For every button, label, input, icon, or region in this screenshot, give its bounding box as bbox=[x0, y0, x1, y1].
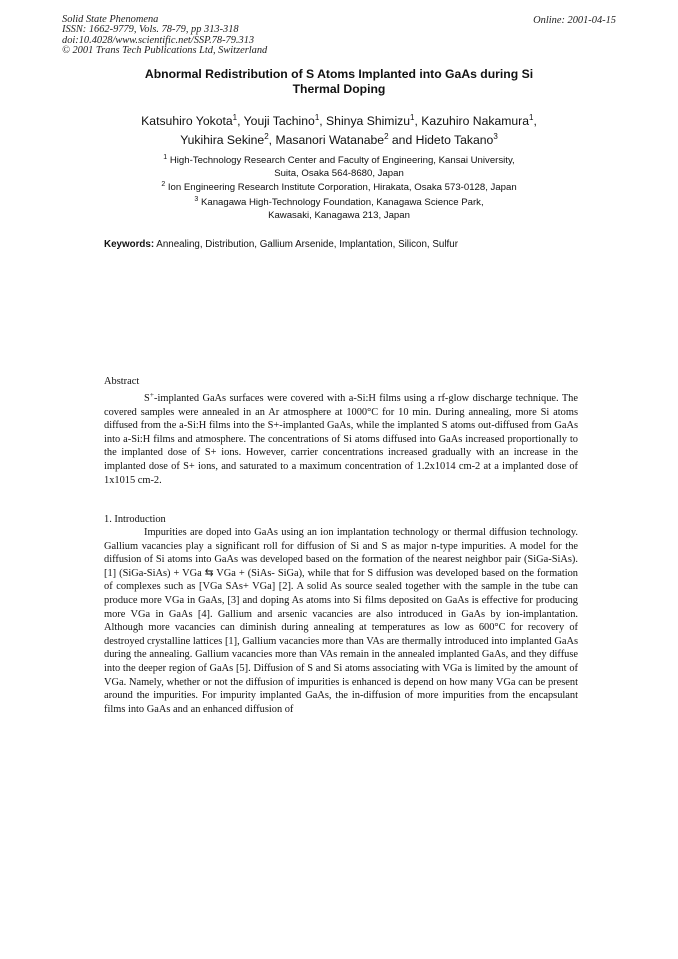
online-date: Online: 2001-04-15 bbox=[533, 15, 616, 26]
affiliation-number: 1 bbox=[163, 154, 168, 161]
introduction-heading: 1. Introduction bbox=[104, 514, 166, 525]
abstract-heading: Abstract bbox=[104, 376, 140, 387]
author-name: Kazuhiro Nakamura bbox=[421, 114, 529, 129]
author-name: Yukihira Sekine bbox=[180, 133, 265, 148]
affiliation-1 bbox=[90, 152, 588, 180]
author-name: Masanori Watanabe bbox=[275, 133, 385, 148]
affiliation-marker: 1 bbox=[410, 113, 415, 122]
abstract-text bbox=[104, 388, 578, 487]
affiliation-marker: 1 bbox=[529, 113, 534, 122]
paper-title bbox=[100, 67, 578, 97]
affiliation-marker: 1 bbox=[232, 113, 238, 122]
author-line-1: Katsuhiro Yokota$^1$, Youji Tachino$^1$, Shinya Shimizu$^1$, Kazuhiro Nakamura$^1$, bbox=[141, 113, 537, 129]
abstract-lead-sup: + bbox=[149, 390, 155, 399]
affiliation-marker: 3 bbox=[493, 132, 498, 142]
title-line-2: Thermal Doping bbox=[292, 82, 386, 96]
author-line-2: Yukihira Sekine$^2$, Masanori Watanabe$^2$ and Hideto Takano$^3$ bbox=[180, 132, 498, 148]
affiliation-number: 2 bbox=[161, 181, 166, 188]
author-name: Youji Tachino bbox=[243, 114, 315, 129]
affiliation-marker: 1 bbox=[314, 113, 320, 122]
introduction-text: Impurities are doped into GaAs using an ion implantation technology or thermal diffusion technology. Gallium vacancies play a significant roll for diffusion of Si and S as major n-type impurities. A model for the diffusion of Si atoms into GaAs was developed based on the formation of the nearest neighbor pair (SiGa-SiAs). [1] (SiGa-SiAs) + VGa ⇆ VGa + (SiAs- SiGa), while that for S diffusion was developed based on the formation of complexes such as [VGa SAs+ VGa] [2]. A solid As source sealed together with the sample in the tube can produce more VGa in GaAs, [3] and doping As atoms into Si films deposited on GaAs is effective for producing more VGa in GaAs [4]. Gallium and arsenic vacancies are also introduced in GaAs by ion-implantation. Although more vacancies can diminish during annealing at temperatures as low as 600°C for recovery of destroyed crystalline lattices [1], Gallium vacancies more than VAs are thermally introduced into implanted GaAs during the annealing. Gallium vacancies more than VAs remain in the annealed implanted GaAs, and they diffuse into the deeper region of GaAs [5]. Diffusion of S and Si atoms associating with VGa is limited by the amount of VGa. Namely, whether or not the diffusion of impurities is enhanced is depend on how many VGa can be present around the impurities. For impurity implanted GaAs, the in-diffusion of more impurities from the encapsulant films into GaAs and an enhanced diffusion of bbox=[104, 527, 578, 715]
author-list bbox=[90, 110, 588, 148]
abstract-lead: S bbox=[144, 393, 150, 404]
affiliation-marker: 2 bbox=[384, 132, 389, 142]
affiliation-text: Ion Engineering Research Institute Corporation, Hirakata, Osaka 573-0128, Japan bbox=[167, 182, 517, 194]
abstract-body: -implanted GaAs surfaces were covered with a-Si:H films using a rf-glow discharge technique. The covered samples were annealed in an Ar atmosphere at 1000°C for 10 min. During annealing, more Si atoms diffused from the a-Si:H films into the S+-implanted GaAs, while the implanted S atoms out-diffused from GaAs into a-Si:H films and atmosphere. The concentrations of Si atoms diffused into GaAs increased proportionally to the implanted dose of S+ ions. However, carrier concentrations increased gradually with an increase in the implanted dose of S+ ions, and saturated to a maximum concentration of 1.2x1014 cm-2 at a implanted dose of 1x1015 cm-2. bbox=[104, 393, 578, 486]
author-name: Katsuhiro Yokota bbox=[141, 114, 233, 129]
publication-header bbox=[62, 15, 267, 57]
author-name: Shinya Shimizu bbox=[326, 114, 411, 129]
keywords bbox=[104, 239, 458, 250]
affiliation-text: Kanagawa High-Technology Foundation, Kanagawa Science Park, bbox=[200, 197, 484, 209]
affiliation-marker: 2 bbox=[264, 132, 269, 142]
affiliation-text: High-Technology Research Center and Faculty of Engineering, Kansai University, bbox=[169, 155, 515, 167]
doi-line[interactable]: doi:10.4028/www.scientific.net/SSP.78-79.313 bbox=[62, 34, 255, 46]
affiliation-2 bbox=[90, 179, 588, 195]
author-name: Hideto Takano bbox=[415, 133, 494, 148]
affiliation-number: 3 bbox=[194, 196, 199, 203]
journal-name: Solid State Phenomena bbox=[62, 14, 159, 25]
keywords-label: Keywords: bbox=[104, 239, 155, 250]
affiliation-3 bbox=[90, 194, 588, 222]
affiliation-text: Suita, Osaka 564-8680, Japan bbox=[274, 167, 404, 179]
author-conjunction: and bbox=[391, 133, 413, 148]
affiliation-text: Kawasaki, Kanagawa 213, Japan bbox=[268, 209, 410, 221]
keywords-text: Annealing, Distribution, Gallium Arsenide, Implantation, Silicon, Sulfur bbox=[156, 239, 458, 250]
copyright-line: © 2001 Trans Tech Publications Ltd, Switzerland bbox=[62, 45, 268, 57]
issn-line: ISSN: 1662-9779, Vols. 78-79, pp 313-318 bbox=[62, 24, 239, 36]
title-line-1: Abnormal Redistribution of S Atoms Implanted into GaAs during Si bbox=[144, 67, 534, 81]
